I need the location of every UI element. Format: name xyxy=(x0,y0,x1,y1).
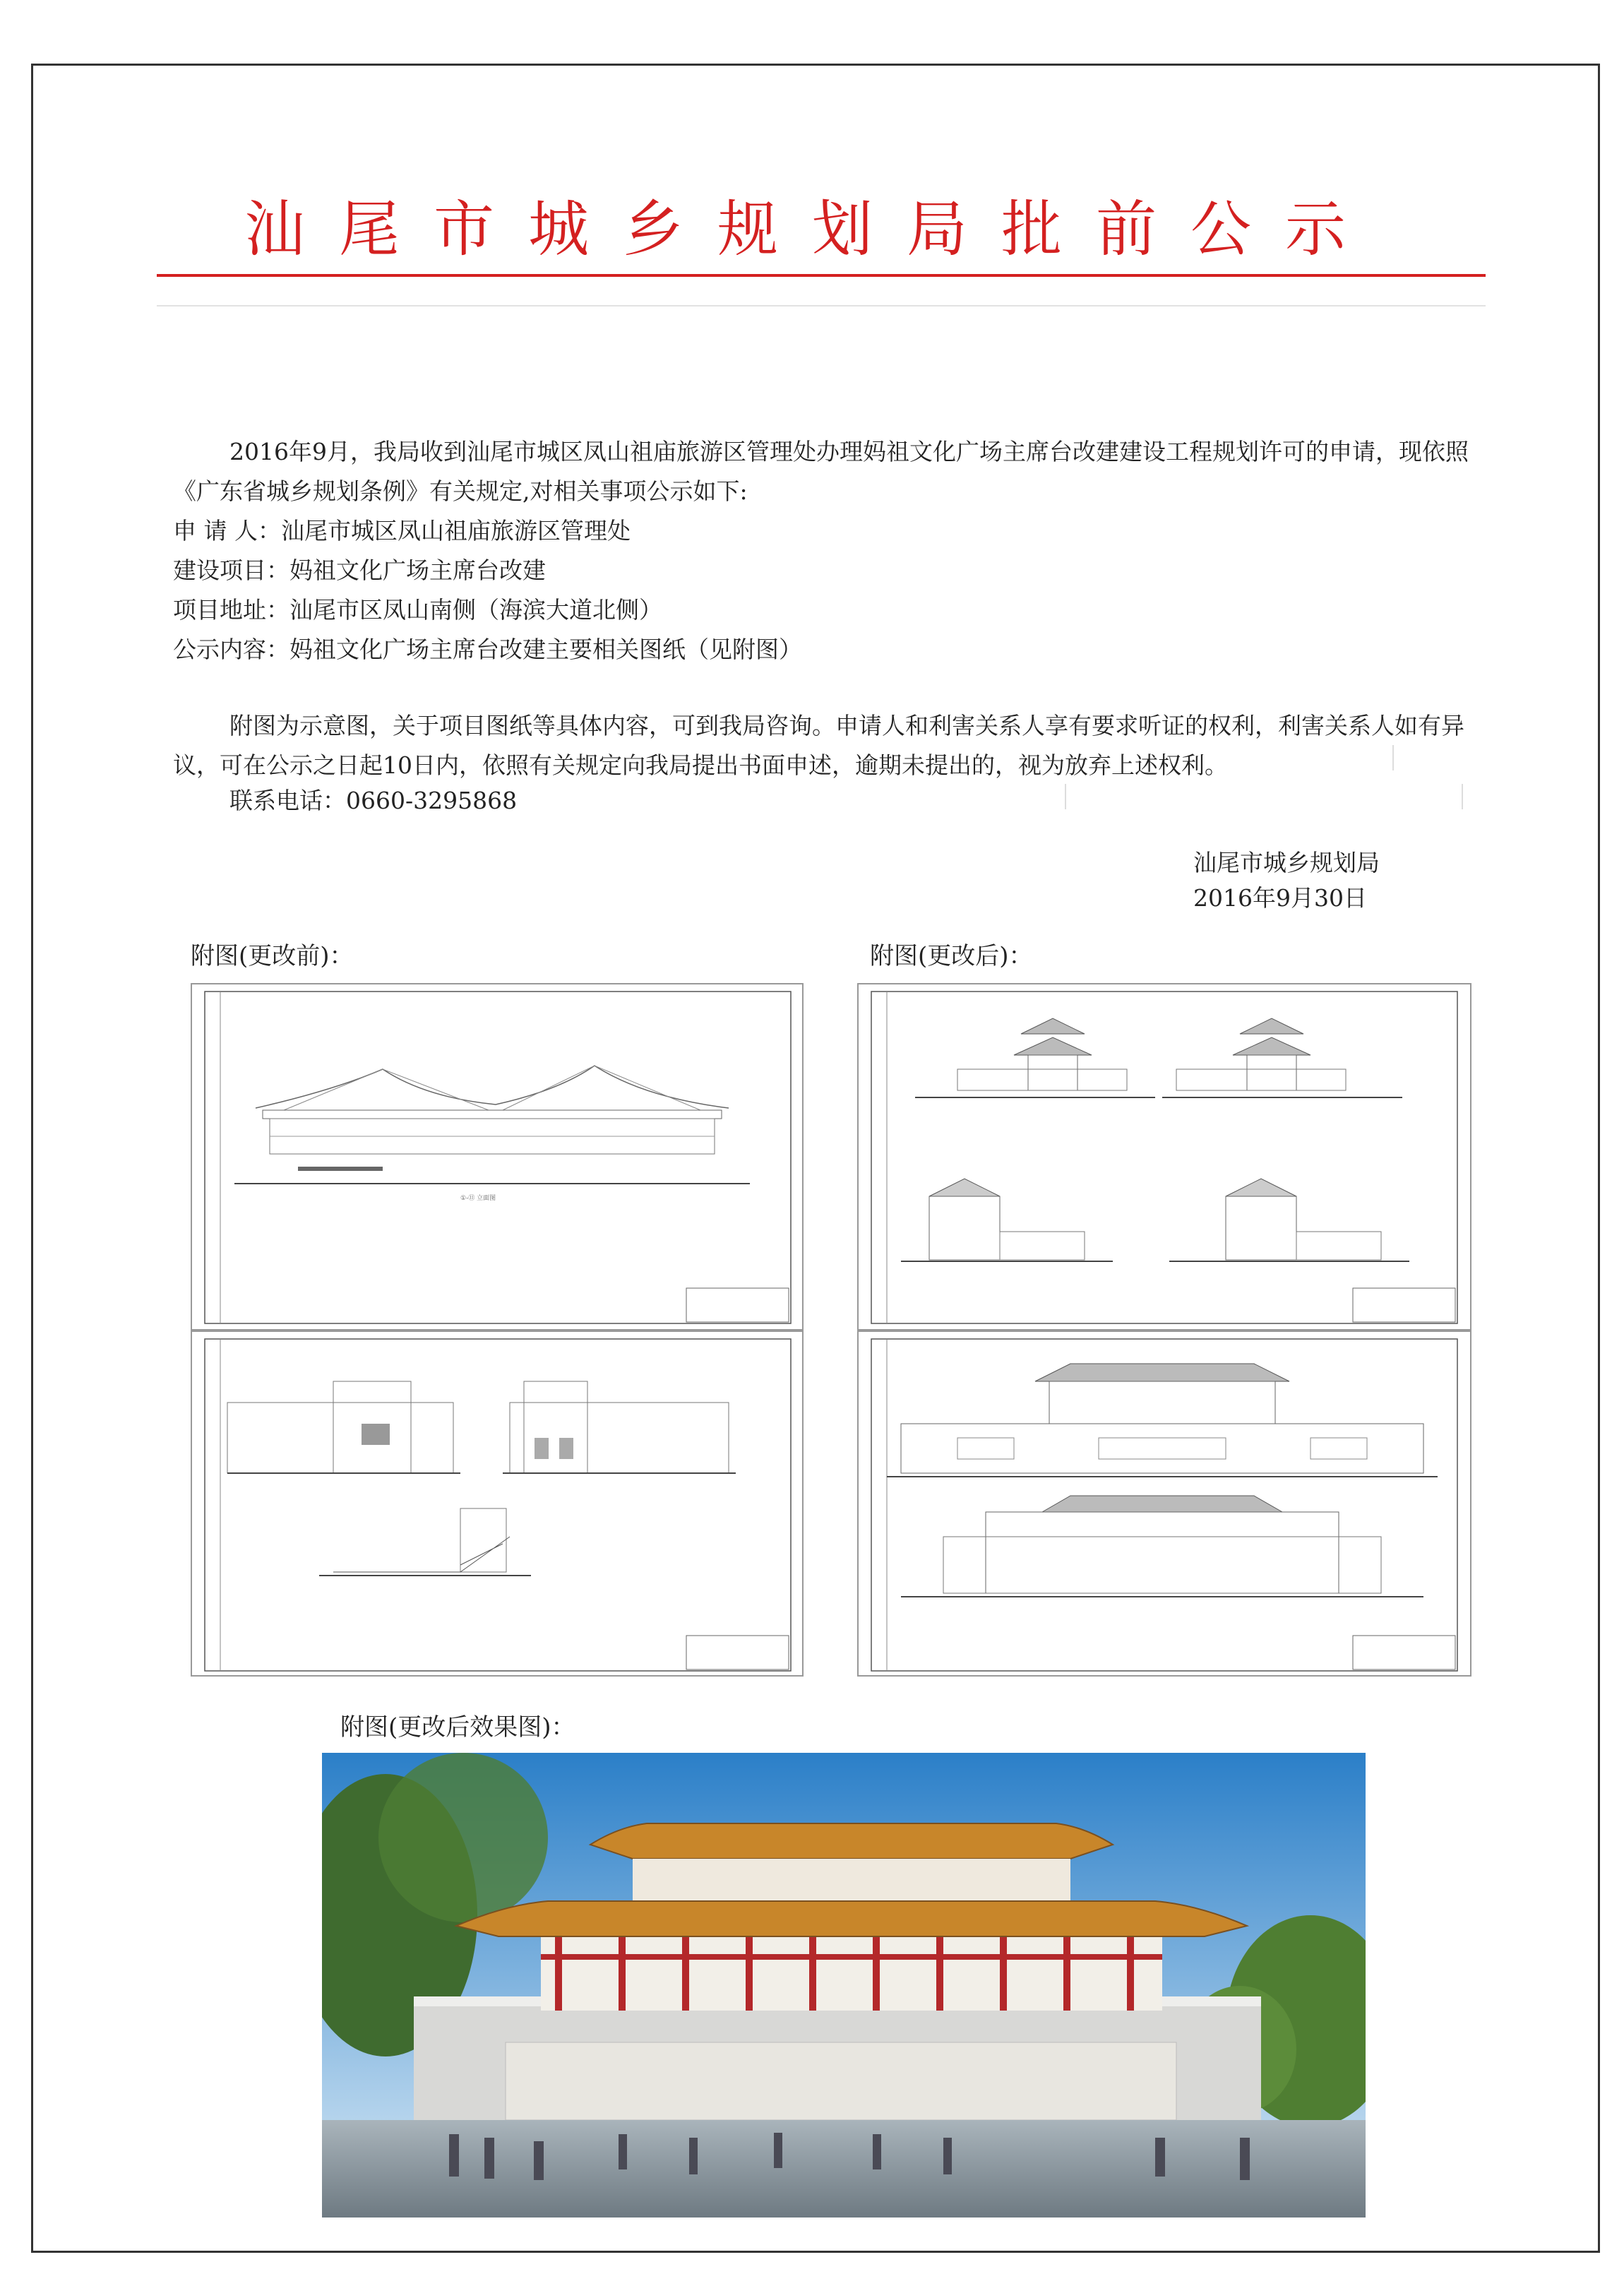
signature-org: 汕尾市城乡规划局 xyxy=(1193,849,1380,876)
project-field: 建设项目：妈祖文化广场主席台改建 xyxy=(173,556,546,584)
scan-mark xyxy=(1392,745,1394,770)
scan-mark xyxy=(1462,784,1463,809)
drawing-before-elevation xyxy=(191,983,804,1330)
svg-text:①-⑪ 立面图: ①-⑪ 立面图 xyxy=(460,1195,496,1202)
scan-mark xyxy=(1065,784,1066,809)
contact-phone: 联系电话：0660-3295868 xyxy=(229,787,518,814)
drawing-after-front-rear xyxy=(857,1330,1471,1677)
after-caption: 附图(更改后)： xyxy=(870,942,1033,970)
title-underline xyxy=(157,274,1486,277)
building-render xyxy=(322,1753,1366,2217)
before-caption: 附图(更改前)： xyxy=(191,942,354,970)
content-field: 公示内容：妈祖文化广场主席台改建主要相关图纸（见附图） xyxy=(173,636,802,663)
drawing-after-elevations xyxy=(857,983,1471,1330)
notice-paragraph-2: 附图为示意图，关于项目图纸等具体内容，可到我局咨询。申请人和利害关系人享有要求听证的权利，利害关系人如有异议，可在公示之日起10日内，依照有关规定向我局提出书面申述，逾期未提出的，视为放弃上述权利。 xyxy=(173,712,1464,779)
notice-title: 汕尾市城乡规划局批前公示 xyxy=(244,194,1380,265)
render-caption: 附图(更改后效果图)： xyxy=(340,1713,575,1742)
applicant-field: 申 请 人：汕尾市城区凤山祖庙旅游区管理处 xyxy=(173,517,631,544)
notice-paragraph-1: 2016年9月，我局收到汕尾市城区凤山祖庙旅游区管理处办理妈祖文化广场主席台改建建设工程规划许可的申请，现依照《广东省城乡规划条例》有关规定,对相关事项公示如下: xyxy=(173,438,1469,505)
signature-date: 2016年9月30日 xyxy=(1193,884,1367,912)
drawing-before-sections xyxy=(191,1330,804,1677)
address-field: 项目地址：汕尾市区凤山南侧（海滨大道北侧） xyxy=(173,596,662,624)
title-divider xyxy=(157,305,1486,306)
